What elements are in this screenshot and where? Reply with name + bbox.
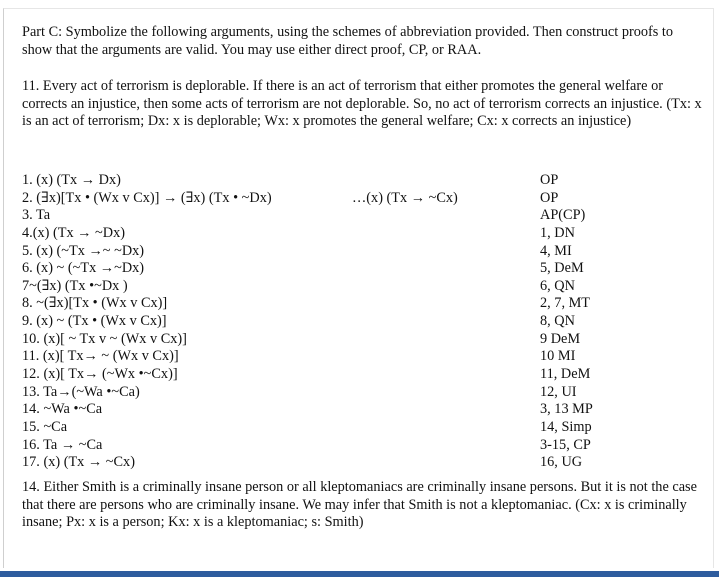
proof-step: 1. (x) (Tx → Dx) xyxy=(22,172,121,188)
proof-row xyxy=(22,225,712,243)
proof-row xyxy=(22,190,712,208)
proof-row xyxy=(22,384,712,402)
proof-step: 13. Ta→(~Wa •~Ca) xyxy=(22,383,140,400)
proof-justification: 8, QN xyxy=(540,313,575,330)
proof-step: 3. Ta xyxy=(22,207,51,224)
proof-justification: OP xyxy=(540,172,559,188)
proof-justification: 16, UG xyxy=(540,454,583,471)
proof-step: 7~(∃x) (Tx •~Dx ) xyxy=(22,277,128,294)
proof-justification: 1, DN xyxy=(540,224,575,241)
proof-step: 17. (x) (Tx → ~Cx) xyxy=(22,454,135,471)
proof-row xyxy=(22,437,712,455)
proof-step: 5. (x) (~Tx →~ ~Dx) xyxy=(22,242,145,259)
proof-justification: 11, DeM xyxy=(540,366,591,383)
proof-row xyxy=(22,401,712,419)
proof-step: 10. (x)[ ~ Tx v ~ (Wx v Cx)] xyxy=(22,330,187,347)
proof-row xyxy=(22,172,712,190)
proof-justification: 6, QN xyxy=(540,277,575,294)
proof-justification: 5, DeM xyxy=(540,260,584,277)
proof-justification: 4, MI xyxy=(540,242,572,259)
proof-justification: 3, 13 MP xyxy=(540,401,593,418)
bottom-bar xyxy=(0,571,719,577)
proof-justification: 10 MI xyxy=(540,348,576,365)
proof-row xyxy=(22,207,712,225)
problem-11-text: 11. Every act of terrorism is deplorable. If there is an act of terrorism that either promotes the general welfare or corrects an injustice, then some acts of terrorism are not deplorable. So, no act of terrorism corrects an injustice. (Tx: x is an act of terrorism; Dx: x is deplorable; Wx: x promotes the general welfare; Cx: x corrects an injustice) xyxy=(22,78,702,130)
problem-14-text: 14. Either Smith is a criminally insane person or all kleptomaniacs are criminally insane persons. But it is not the case that there are persons who are criminally insane. We may infer that Smith is not a kleptomaniac. (Cx: x is criminally insane; Px: x is a person; Kx: x is a kleptomaniac; s: Smith) xyxy=(22,479,697,531)
proof-row xyxy=(22,260,712,278)
proof-row xyxy=(22,243,712,261)
proof-step: 8. ~(∃x)[Tx • (Wx v Cx)] xyxy=(22,295,168,312)
proof-conclusion: …(x) (Tx → ~Cx) xyxy=(352,189,458,206)
proof-justification: OP xyxy=(540,189,559,206)
proof-step: 11. (x)[ Tx→ ~ (Wx v Cx)] xyxy=(22,348,179,365)
proof-step: 6. (x) ~ (~Tx →~Dx) xyxy=(22,260,145,277)
proof-row xyxy=(22,366,712,384)
proof-justification: 2, 7, MT xyxy=(540,295,591,312)
proof-row xyxy=(22,278,712,296)
proof-row xyxy=(22,419,712,437)
proof-justification: AP(CP) xyxy=(540,207,586,224)
proof-row xyxy=(22,313,712,331)
part-c-instructions: Part C: Symbolize the following arguments, using the schemes of abbreviation provided. Then construct proofs to show that the arguments are valid. You may use either direct proof, CP, or RAA. xyxy=(22,24,674,58)
proof-row xyxy=(22,454,712,472)
proof-step: 9. (x) ~ (Tx • (Wx v Cx)] xyxy=(22,313,167,330)
proof-step: 14. ~Wa •~Ca xyxy=(22,401,103,418)
proof-row xyxy=(22,331,712,349)
proof-row xyxy=(22,295,712,313)
proof-step: 12. (x)[ Tx→ (~Wx •~Cx)] xyxy=(22,366,178,383)
proof-step: 4.(x) (Tx → ~Dx) xyxy=(22,224,126,241)
proof-justification: 12, UI xyxy=(540,383,577,400)
proof-step: 16. Ta → ~Ca xyxy=(22,436,103,453)
proof-step: 2. (∃x)[Tx • (Wx v Cx)] → (∃x) (Tx • ~Dx) xyxy=(22,189,272,206)
proof-row xyxy=(22,348,712,366)
proof-justification: 3-15, CP xyxy=(540,436,591,453)
proof-table xyxy=(22,172,712,472)
proof-justification: 9 DeM xyxy=(540,330,581,347)
proof-step: 15. ~Ca xyxy=(22,418,68,435)
proof-justification: 14, Simp xyxy=(540,418,592,435)
